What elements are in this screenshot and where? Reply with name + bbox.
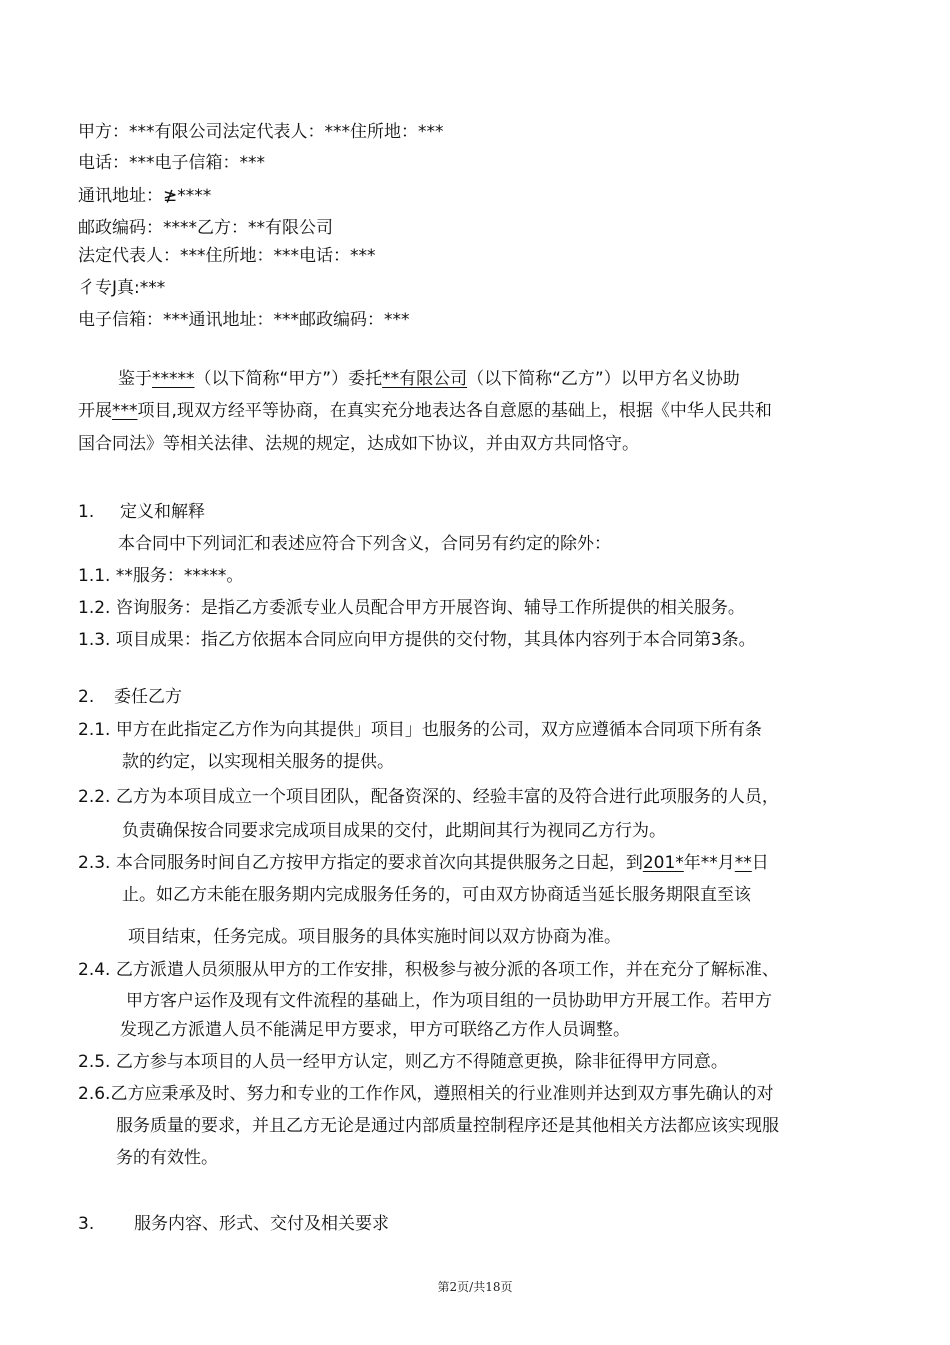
clause-1-3: 1.3. 项目成果：指乙方依据本合同应向甲方提供的交付物，其具体内容列于本合同第3条。	[78, 630, 756, 650]
project-placeholder: ***	[112, 401, 138, 421]
clause-2-6-line-1: 2.6.乙方应秉承及时、努力和专业的工作作风，遵照相关的行业准则并达到双方事先确认的对	[78, 1084, 774, 1104]
preamble-line-2	[78, 400, 772, 422]
legal-rep-b-line: 法定代表人：***住所地：***电话：***	[78, 246, 376, 266]
section-2-heading	[78, 686, 182, 708]
section-number: 3.	[78, 1214, 95, 1234]
preamble-text: 项目,现双方经平等协商，在真实充分地表达各自意愿的基础上，根据《中华人民共和	[137, 401, 772, 421]
section-title: 服务内容、形式、交付及相关要求	[134, 1214, 389, 1234]
section-title: 定义和解释	[120, 502, 205, 522]
section-1-intro: 本合同中下列词汇和表述应符合下列含义，合同另有约定的除外：	[118, 534, 611, 554]
party-b-placeholder: **有限公司	[382, 369, 468, 389]
fax-b-line: 彳专J真:***	[78, 278, 166, 298]
party-a-placeholder: *****	[152, 369, 195, 389]
clause-2-2-line-2: 负责确保按合同要求完成项目成果的交付，此期间其行为视同乙方行为。	[122, 821, 666, 841]
section-1-heading	[78, 501, 205, 523]
page-footer: 第2页/共18页	[437, 1280, 513, 1294]
preamble-text: （以下简称“甲方”）委托	[194, 369, 383, 389]
year-placeholder: 201*	[642, 853, 684, 873]
clause-1-2: 1.2. 咨询服务：是指乙方委派专业人员配合甲方开展咨询、辅导工作所提供的相关服务。	[78, 598, 745, 618]
clause-text: 日	[751, 853, 769, 873]
clause-2-2-line-1: 2.2. 乙方为本项目成立一个项目团队，配备资深的、经验丰富的及符合进行此项服务的人员，	[78, 787, 779, 807]
preamble-line-3: 国合同法》等相关法律、法规的规定，达成如下协议，并由双方共同恪守。	[78, 434, 639, 454]
clause-2-3-line-3: 项目结束，任务完成。项目服务的具体实施时间以双方协商为准。	[128, 927, 621, 947]
preamble-line-1	[118, 368, 740, 390]
address-a-line: 通讯地址：≱****	[78, 186, 212, 206]
section-number: 2.	[78, 687, 95, 707]
preamble-text: 开展	[78, 401, 112, 421]
clause-2-1-line-1: 2.1. 甲方在此指定乙方作为向其提供」项目」也服务的公司，双方应遵循本合同项下所有条	[78, 720, 762, 740]
clause-2-1-line-2: 款的约定，以实现相关服务的提供。	[122, 752, 394, 772]
preamble-text: （以下简称“乙方”）以甲方名义协助	[467, 369, 740, 389]
clause-2-3-line-1	[78, 852, 769, 874]
clause-1-1: 1.1. **服务：*****。	[78, 566, 244, 586]
clause-2-4-line-3: 发现乙方派遣人员不能满足甲方要求，甲方可联络乙方作人员调整。	[120, 1020, 630, 1040]
clause-2-4-line-1: 2.4. 乙方派遣人员须服从甲方的工作安排，积极参与被分派的各项工作，并在充分了解标准、	[78, 960, 779, 980]
party-a-line: 甲方：***有限公司法定代表人：***住所地：***	[78, 122, 444, 142]
clause-2-6-line-3: 务的有效性。	[116, 1148, 218, 1168]
clause-text: 2.3. 本合同服务时间自乙方按甲方指定的要求首次向其提供服务之日起，到	[78, 853, 643, 873]
clause-2-4-line-2: 甲方客户运作及现有文件流程的基础上，作为项目组的一员协助甲方开展工作。若甲方	[126, 991, 772, 1011]
section-number: 1.	[78, 502, 95, 522]
clause-2-5: 2.5. 乙方参与本项目的人员一经甲方认定，则乙方不得随意更换，除非征得甲方同意。	[78, 1052, 728, 1072]
phone-email-a-line: 电话：***电子信箱：***	[78, 153, 265, 173]
preamble-text: 鉴于	[118, 369, 152, 389]
clause-2-3-line-2: 止。如乙方未能在服务期内完成服务任务的，可由双方协商适当延长服务期限直至该	[122, 885, 751, 905]
section-3-heading	[78, 1213, 389, 1235]
postal-party-b-line: 邮政编码：****乙方：**有限公司	[78, 218, 333, 238]
day-placeholder: **	[734, 853, 752, 873]
clause-2-6-line-2: 服务质量的要求，并且乙方无论是通过内部质量控制程序还是其他相关方法都应该实现服	[116, 1116, 779, 1136]
clause-text: 年**月	[683, 853, 735, 873]
section-title: 委任乙方	[114, 687, 182, 707]
email-b-line: 电子信箱：***通讯地址：***邮政编码：***	[78, 310, 410, 330]
